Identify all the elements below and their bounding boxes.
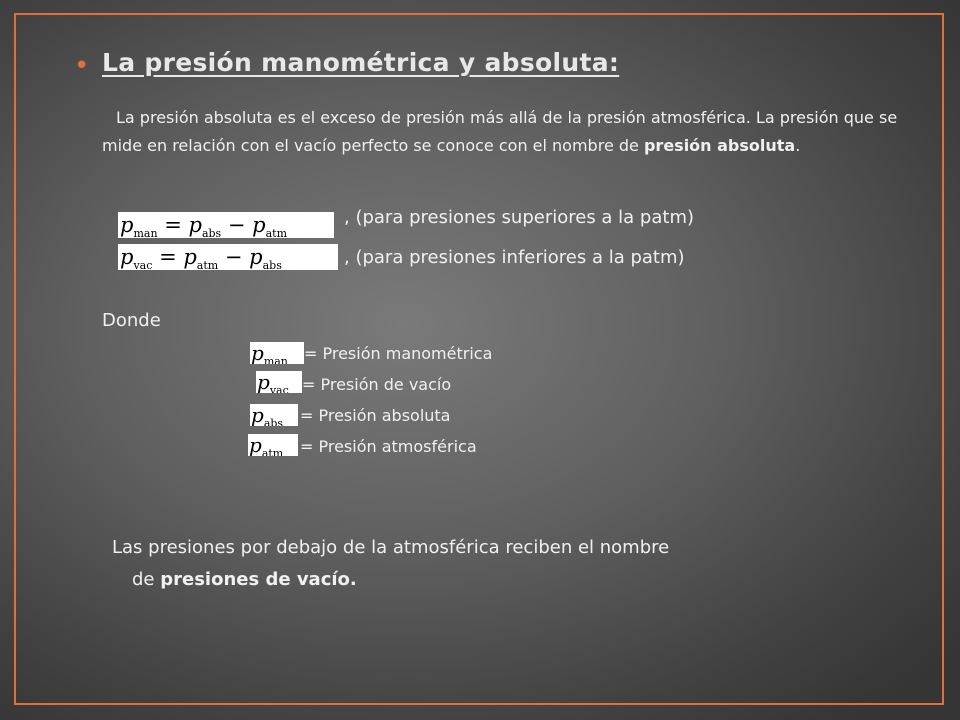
definition-pman: = Presión manométrica — [304, 344, 493, 363]
symbol-pman: $p_{man}$ — [250, 342, 304, 364]
paragraph-text: La presión absoluta es el exceso de presión más allá de la presión atmosférica. La presión que se mide en relación con el vacío perfecto se conoce con el nombre de — [102, 108, 898, 155]
paragraph-end: . — [795, 136, 801, 155]
conclusion-line-1: Las presiones por debajo de la atmosférica reciben el nombre — [112, 537, 670, 558]
formula-gauge-pressure: $p_{man} = p_{abs} - p_{atm}$ — [118, 212, 334, 238]
symbol-pabs: $p_{abs}$ — [250, 404, 298, 426]
formula-condition-2: , (para presiones inferiores a la patm) — [344, 247, 685, 268]
conclusion-paragraph — [112, 532, 872, 596]
slide-title: La presión manométrica y absoluta: — [102, 48, 620, 77]
conclusion-bold-term: presiones de vacío. — [160, 569, 357, 590]
donde-label: Donde — [102, 310, 161, 331]
formula-condition-1: , (para presiones superiores a la patm) — [344, 207, 695, 228]
bullet-icon: • — [74, 51, 90, 81]
conclusion-line-2: de presiones de vacío. — [132, 569, 357, 590]
intro-paragraph — [102, 104, 922, 160]
formula-vacuum-pressure: $p_{vac} = p_{atm} - p_{abs}$ — [118, 244, 338, 270]
symbol-pvac: $p_{vac}$ — [256, 371, 302, 393]
paragraph-bold-term: presión absoluta — [643, 136, 796, 155]
definition-pabs: = Presión absoluta — [300, 406, 451, 425]
symbol-patm: $p_{atm}$ — [248, 434, 298, 456]
definition-patm: = Presión atmosférica — [300, 437, 477, 456]
definition-pvac: = Presión de vacío — [302, 375, 452, 394]
